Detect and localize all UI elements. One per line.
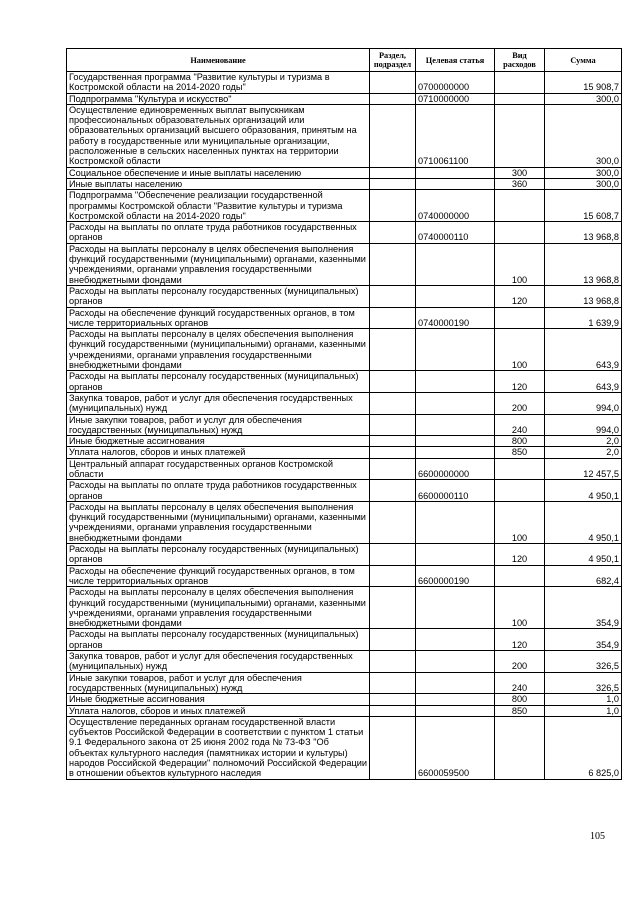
- cell-name: Расходы на выплаты персоналу в целях обеспечения выполнения функций государственными (муниципальными) органами, казенными учреждениями, органами управления государственными внебюджетными фондами: [67, 501, 370, 543]
- cell-name: Уплата налогов, сборов и иных платежей: [67, 705, 370, 716]
- table-row: [67, 93, 622, 104]
- cell-section: [370, 458, 416, 480]
- cell-expense-type: 240: [495, 672, 545, 694]
- cell-target-article: 0700000000: [416, 72, 495, 94]
- cell-section: [370, 178, 416, 189]
- cell-sum: 1,0: [545, 694, 622, 705]
- cell-sum: 2,0: [545, 447, 622, 458]
- cell-sum: 994,0: [545, 392, 622, 414]
- cell-target-article: [416, 414, 495, 436]
- cell-target-article: 0710000000: [416, 93, 495, 104]
- cell-expense-type: [495, 716, 545, 779]
- cell-section: [370, 716, 416, 779]
- cell-sum: 13 968,8: [545, 243, 622, 285]
- cell-section: [370, 414, 416, 436]
- header-section: Раздел, подраздел: [370, 49, 416, 72]
- header-target: Целевая статья: [416, 49, 495, 72]
- table-row: [67, 222, 622, 244]
- cell-expense-type: 200: [495, 392, 545, 414]
- cell-sum: 1 639,9: [545, 307, 622, 329]
- cell-sum: 326,5: [545, 672, 622, 694]
- cell-sum: 326,5: [545, 651, 622, 673]
- cell-sum: 682,4: [545, 565, 622, 587]
- cell-expense-type: [495, 458, 545, 480]
- cell-sum: 1,0: [545, 705, 622, 716]
- cell-name: Иные закупки товаров, работ и услуг для обеспечения государственных (муниципальных) нужд: [67, 672, 370, 694]
- cell-section: [370, 544, 416, 566]
- cell-expense-type: 120: [495, 544, 545, 566]
- table-row: [67, 167, 622, 178]
- cell-sum: 13 968,8: [545, 285, 622, 307]
- cell-section: [370, 167, 416, 178]
- cell-name: Расходы на выплаты по оплате труда работников государственных органов: [67, 222, 370, 244]
- cell-sum: 15 608,7: [545, 190, 622, 222]
- cell-section: [370, 480, 416, 502]
- cell-expense-type: 100: [495, 587, 545, 629]
- cell-name: Расходы на выплаты персоналу государственных (муниципальных) органов: [67, 544, 370, 566]
- cell-target-article: 0710061100: [416, 104, 495, 167]
- table-row: [67, 694, 622, 705]
- table-row: [67, 629, 622, 651]
- cell-target-article: 6600000110: [416, 480, 495, 502]
- cell-sum: 354,9: [545, 629, 622, 651]
- table-row: [67, 716, 622, 779]
- table-row: [67, 544, 622, 566]
- cell-expense-type: 300: [495, 167, 545, 178]
- cell-name: Расходы на выплаты персоналу в целях обеспечения выполнения функций государственными (муниципальными) органами, казенными учреждениями, органами управления государственными внебюджетными фондами: [67, 587, 370, 629]
- cell-section: [370, 72, 416, 94]
- cell-target-article: [416, 371, 495, 393]
- cell-section: [370, 565, 416, 587]
- cell-name: Расходы на обеспечение функций государственных органов, в том числе территориальных органов: [67, 565, 370, 587]
- cell-name: Иные выплаты населению: [67, 178, 370, 189]
- cell-expense-type: [495, 222, 545, 244]
- cell-name: Расходы на выплаты персоналу государственных (муниципальных) органов: [67, 371, 370, 393]
- cell-target-article: [416, 447, 495, 458]
- table-row: [67, 371, 622, 393]
- cell-name: Уплата налогов, сборов и иных платежей: [67, 447, 370, 458]
- cell-section: [370, 651, 416, 673]
- cell-name: Государственная программа "Развитие культуры и туризма в Костромской области на 2014-2020 годы": [67, 72, 370, 94]
- table-row: [67, 243, 622, 285]
- cell-section: [370, 285, 416, 307]
- table-row: [67, 307, 622, 329]
- cell-section: [370, 392, 416, 414]
- cell-expense-type: [495, 93, 545, 104]
- cell-name: Иные бюджетные ассигнования: [67, 694, 370, 705]
- cell-expense-type: 100: [495, 501, 545, 543]
- cell-expense-type: 100: [495, 243, 545, 285]
- cell-name: Закупка товаров, работ и услуг для обеспечения государственных (муниципальных) нужд: [67, 392, 370, 414]
- cell-sum: 15 908,7: [545, 72, 622, 94]
- cell-expense-type: [495, 104, 545, 167]
- cell-expense-type: 800: [495, 694, 545, 705]
- cell-section: [370, 436, 416, 447]
- cell-name: Социальное обеспечение и иные выплаты населению: [67, 167, 370, 178]
- cell-sum: 300,0: [545, 167, 622, 178]
- table-row: [67, 501, 622, 543]
- cell-expense-type: 850: [495, 705, 545, 716]
- table-row: [67, 436, 622, 447]
- cell-sum: 300,0: [545, 93, 622, 104]
- cell-sum: 994,0: [545, 414, 622, 436]
- cell-target-article: [416, 243, 495, 285]
- cell-sum: 4 950,1: [545, 501, 622, 543]
- cell-sum: 643,9: [545, 329, 622, 371]
- cell-section: [370, 307, 416, 329]
- cell-sum: 4 950,1: [545, 480, 622, 502]
- header-sum: Сумма: [545, 49, 622, 72]
- cell-sum: 300,0: [545, 104, 622, 167]
- cell-section: [370, 371, 416, 393]
- cell-section: [370, 587, 416, 629]
- cell-name: Подпрограмма "Обеспечение реализации государственной программы Костромской области "Развитие культуры и туризма Костромской области на 2014-2020 годы": [67, 190, 370, 222]
- budget-table: [66, 48, 622, 780]
- cell-target-article: [416, 329, 495, 371]
- cell-section: [370, 447, 416, 458]
- cell-target-article: [416, 651, 495, 673]
- cell-expense-type: [495, 190, 545, 222]
- cell-target-article: [416, 544, 495, 566]
- cell-sum: 354,9: [545, 587, 622, 629]
- cell-target-article: [416, 285, 495, 307]
- cell-expense-type: 850: [495, 447, 545, 458]
- cell-target-article: [416, 436, 495, 447]
- cell-section: [370, 222, 416, 244]
- table-header-row: [67, 49, 622, 72]
- cell-section: [370, 629, 416, 651]
- cell-section: [370, 694, 416, 705]
- table-row: [67, 392, 622, 414]
- cell-expense-type: [495, 565, 545, 587]
- cell-section: [370, 190, 416, 222]
- cell-section: [370, 329, 416, 371]
- cell-section: [370, 93, 416, 104]
- cell-target-article: [416, 178, 495, 189]
- cell-target-article: 6600000190: [416, 565, 495, 587]
- cell-target-article: 6600059500: [416, 716, 495, 779]
- cell-expense-type: 200: [495, 651, 545, 673]
- cell-target-article: [416, 705, 495, 716]
- cell-target-article: [416, 167, 495, 178]
- page-number: 105: [590, 831, 605, 842]
- cell-name: Расходы на выплаты персоналу государственных (муниципальных) органов: [67, 285, 370, 307]
- table-body: [67, 72, 622, 780]
- cell-name: Осуществление переданных органам государственной власти субъектов Российской Федерации в соответствии с пунктом 1 статьи 9.1 Федерального закона от 25 июня 2002 года № 73-ФЗ "Об объектах культурного наследия (памятниках истории и культуры) народов Российской Федерации" полномочий Российской Федерации в отношении объектов культурного наследия: [67, 716, 370, 779]
- cell-sum: 4 950,1: [545, 544, 622, 566]
- cell-sum: 300,0: [545, 178, 622, 189]
- cell-section: [370, 104, 416, 167]
- table-row: [67, 651, 622, 673]
- cell-expense-type: 120: [495, 371, 545, 393]
- table-row: [67, 587, 622, 629]
- table-row: [67, 190, 622, 222]
- table-row: [67, 285, 622, 307]
- cell-name: Расходы на обеспечение функций государственных органов, в том числе территориальных органов: [67, 307, 370, 329]
- cell-sum: 13 968,8: [545, 222, 622, 244]
- table-row: [67, 329, 622, 371]
- cell-expense-type: [495, 307, 545, 329]
- header-kind: Вид расходов: [495, 49, 545, 72]
- cell-name: Расходы на выплаты персоналу в целях обеспечения выполнения функций государственными (муниципальными) органами, казенными учреждениями, органами управления государственными внебюджетными фондами: [67, 329, 370, 371]
- cell-expense-type: 100: [495, 329, 545, 371]
- table-row: [67, 672, 622, 694]
- cell-sum: 643,9: [545, 371, 622, 393]
- cell-expense-type: [495, 72, 545, 94]
- cell-target-article: [416, 587, 495, 629]
- cell-target-article: [416, 501, 495, 543]
- cell-sum: 6 825,0: [545, 716, 622, 779]
- table-row: [67, 72, 622, 94]
- cell-expense-type: 120: [495, 629, 545, 651]
- cell-name: Осуществление единовременных выплат выпускникам профессиональных образовательных организаций или образовательных организаций высшего образования, принятым на работу в государственные или муниципальные организации, расположенные в сельских населенных пунктах на территории Костромской области: [67, 104, 370, 167]
- header-name: Наименование: [67, 49, 370, 72]
- table-row: [67, 414, 622, 436]
- cell-expense-type: 240: [495, 414, 545, 436]
- table-row: [67, 104, 622, 167]
- cell-target-article: [416, 672, 495, 694]
- cell-target-article: [416, 392, 495, 414]
- cell-name: Расходы на выплаты по оплате труда работников государственных органов: [67, 480, 370, 502]
- cell-target-article: [416, 694, 495, 705]
- cell-section: [370, 243, 416, 285]
- table-row: [67, 178, 622, 189]
- table-row: [67, 565, 622, 587]
- cell-section: [370, 705, 416, 716]
- cell-section: [370, 672, 416, 694]
- cell-sum: 12 457,5: [545, 458, 622, 480]
- table-row: [67, 447, 622, 458]
- cell-target-article: 0740000190: [416, 307, 495, 329]
- cell-target-article: 0740000000: [416, 190, 495, 222]
- cell-name: Центральный аппарат государственных органов Костромской области: [67, 458, 370, 480]
- cell-section: [370, 501, 416, 543]
- cell-name: Иные закупки товаров, работ и услуг для обеспечения государственных (муниципальных) нужд: [67, 414, 370, 436]
- table-row: [67, 458, 622, 480]
- cell-target-article: [416, 629, 495, 651]
- cell-name: Расходы на выплаты персоналу в целях обеспечения выполнения функций государственными (муниципальными) органами, казенными учреждениями, органами управления государственными внебюджетными фондами: [67, 243, 370, 285]
- cell-sum: 2,0: [545, 436, 622, 447]
- cell-target-article: 0740000110: [416, 222, 495, 244]
- cell-expense-type: 360: [495, 178, 545, 189]
- cell-name: Закупка товаров, работ и услуг для обеспечения государственных (муниципальных) нужд: [67, 651, 370, 673]
- cell-name: Расходы на выплаты персоналу государственных (муниципальных) органов: [67, 629, 370, 651]
- table-row: [67, 480, 622, 502]
- cell-name: Иные бюджетные ассигнования: [67, 436, 370, 447]
- cell-expense-type: [495, 480, 545, 502]
- cell-target-article: 6600000000: [416, 458, 495, 480]
- cell-name: Подпрограмма "Культура и искусство": [67, 93, 370, 104]
- cell-expense-type: 800: [495, 436, 545, 447]
- cell-expense-type: 120: [495, 285, 545, 307]
- table-row: [67, 705, 622, 716]
